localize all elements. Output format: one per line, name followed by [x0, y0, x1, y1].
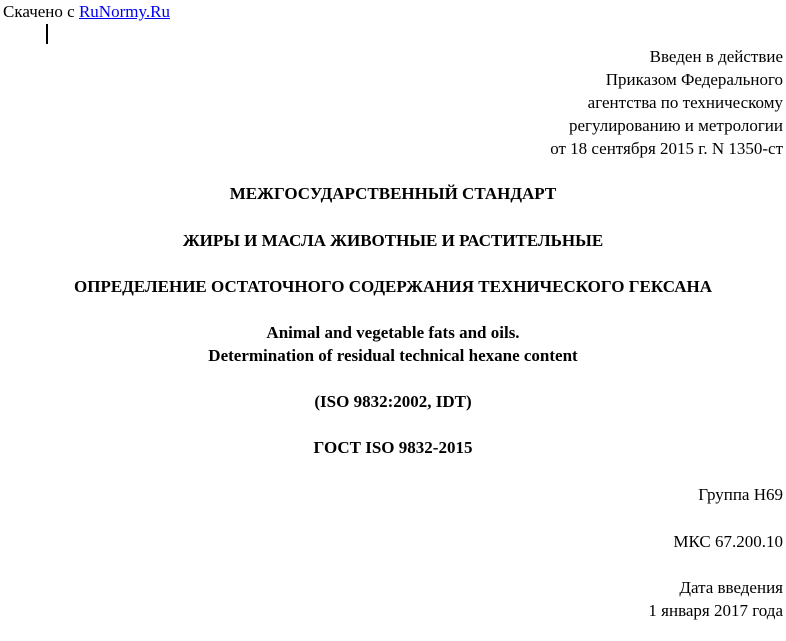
title-en-line-2: Determination of residual technical hexane content [208, 346, 578, 365]
approval-line: Введен в действие [649, 47, 783, 66]
approval-line: Приказом Федерального [605, 70, 783, 89]
introduction-date-block [648, 576, 783, 622]
group-label: Группа Н69 [698, 485, 783, 504]
title-en-line-1: Animal and vegetable fats and oils. [266, 323, 520, 342]
source-line [3, 2, 170, 22]
mks-code: МКС 67.200.10 [673, 532, 783, 551]
title-ru-line-1: ЖИРЫ И МАСЛА ЖИВОТНЫЕ И РАСТИТЕЛЬНЫЕ [182, 231, 604, 250]
standard-designation: ГОСТ ISO 9832-2015 [313, 438, 473, 457]
source-prefix: Скачено с [3, 2, 79, 21]
title-ru-line-2: ОПРЕДЕЛЕНИЕ ОСТАТОЧНОГО СОДЕРЖАНИЯ ТЕХНИЧЕСКОГО ГЕКСАНА [74, 277, 712, 296]
text-cursor [46, 24, 48, 44]
approval-line: регулированию и метрологии [568, 116, 783, 135]
introduction-date-label: Дата введения [679, 578, 783, 597]
approval-block [550, 45, 783, 160]
source-link[interactable]: RuNormy.Ru [78, 2, 170, 21]
approval-line: от 18 сентября 2015 г. N 1350-ст [550, 139, 783, 158]
introduction-date-value: 1 января 2017 года [648, 601, 783, 620]
iso-reference: (ISO 9832:2002, IDT) [314, 392, 472, 411]
standard-type-heading: МЕЖГОСУДАРСТВЕННЫЙ СТАНДАРТ [229, 184, 557, 203]
approval-line: агентства по техническому [587, 93, 783, 112]
